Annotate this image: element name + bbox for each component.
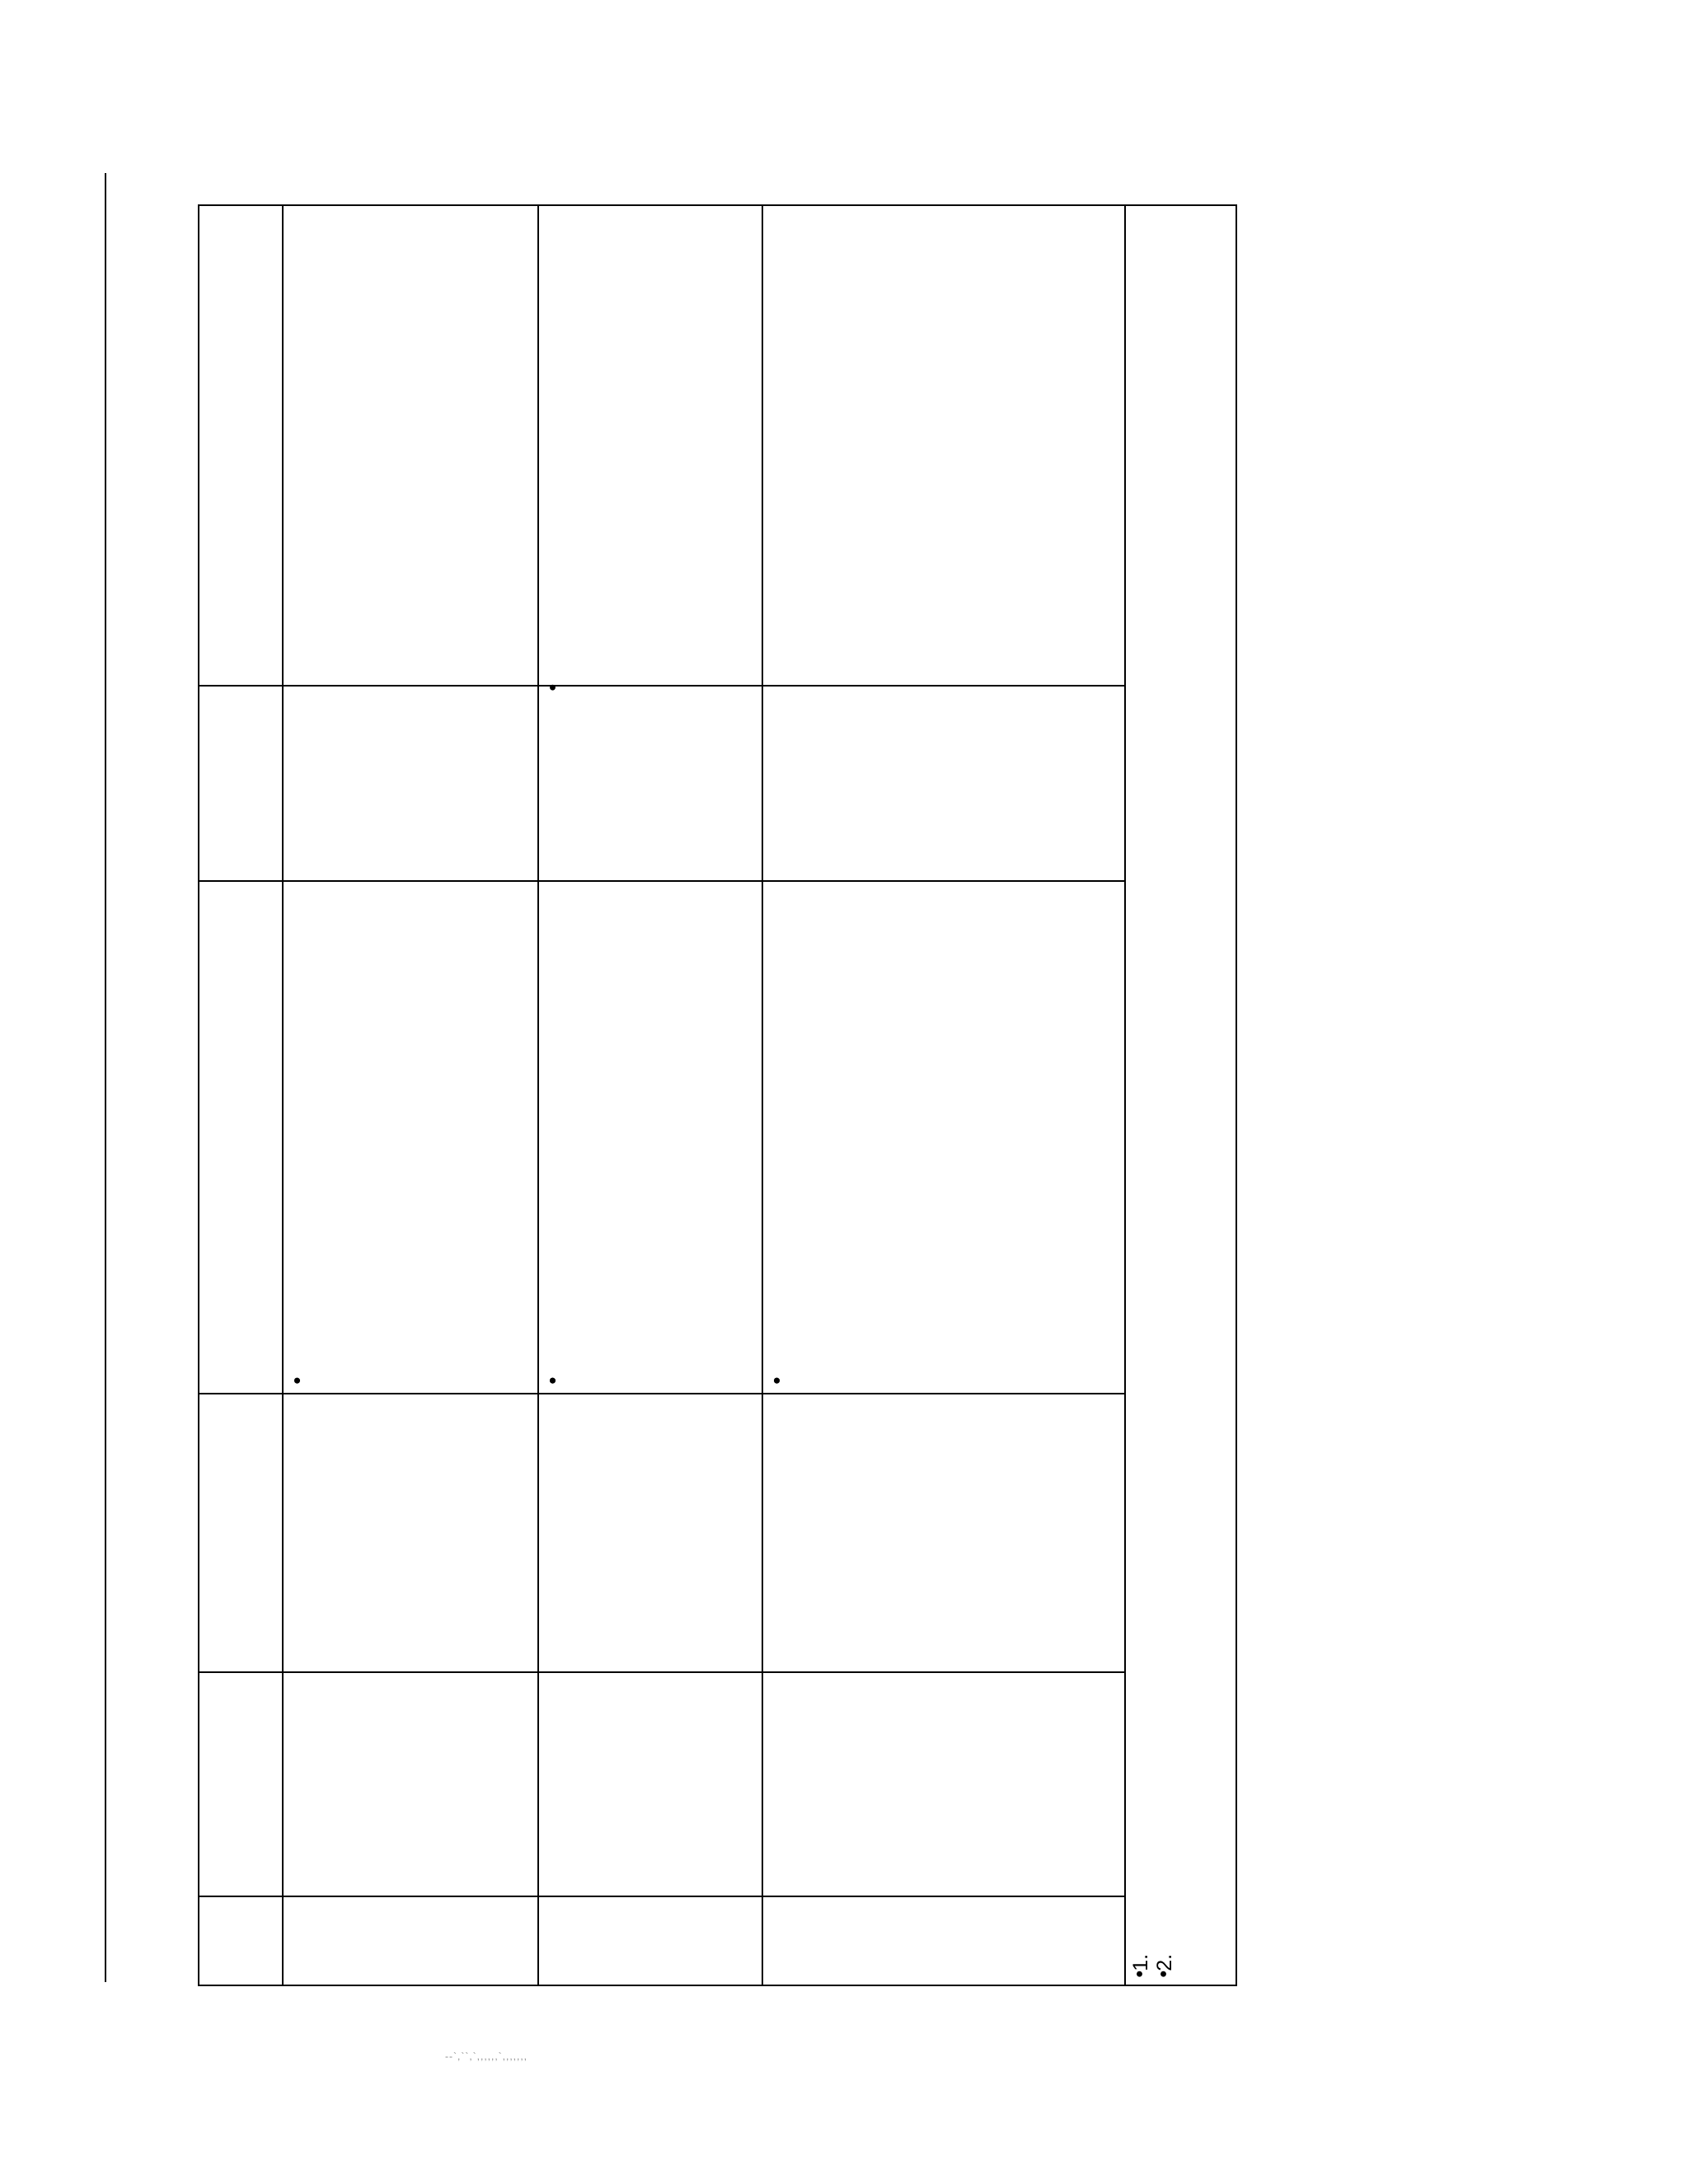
severity-cell (283, 1896, 538, 1985)
note-item (1129, 213, 1153, 1948)
stream-cell (762, 881, 1125, 1394)
col-header-examples (199, 205, 283, 686)
table-row (283, 205, 538, 1985)
col-header-stream (199, 881, 283, 1394)
temperature-cell (538, 686, 762, 881)
temperature-cell (762, 686, 1125, 881)
severity-cell (538, 1896, 762, 1985)
mttf-cell (762, 1672, 1125, 1896)
table-header-row (199, 205, 283, 1985)
temperature-cell (283, 686, 538, 881)
col-header-mttf (199, 1672, 283, 1896)
examples-cell (762, 205, 1125, 686)
failure-cell (762, 1394, 1125, 1672)
stream-cell (538, 881, 762, 1394)
col-header-severity (199, 1896, 283, 1985)
col-header-failure (199, 1394, 283, 1672)
table-row (538, 205, 762, 1985)
table-row (762, 205, 1125, 1985)
severity-table (198, 204, 1237, 1986)
mttf-cell (283, 1672, 538, 1896)
empty-bullet (542, 213, 566, 662)
notes-cell (1125, 205, 1236, 1985)
scan-marks: --`,``,`,,,,,,`,,,,,,, (445, 2050, 528, 2062)
mttf-cell (538, 1672, 762, 1896)
rotated-page-content (1261, 206, 1688, 1986)
stream-cell (283, 881, 538, 1394)
note-item (1153, 213, 1177, 1948)
notes-row (1125, 205, 1236, 1985)
col-header-temperature (199, 686, 283, 881)
failure-cell (283, 1394, 538, 1672)
examples-cell (538, 205, 762, 686)
header-rule (105, 173, 106, 1982)
failure-cell (538, 1394, 762, 1672)
examples-cell (283, 205, 538, 686)
severity-cell (762, 1896, 1125, 1985)
